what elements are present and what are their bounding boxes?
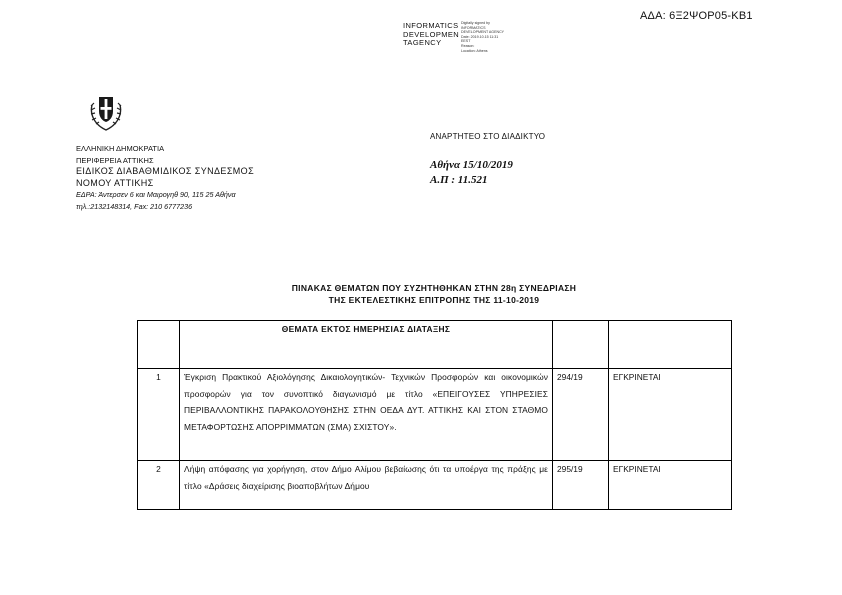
ada-code: ΑΔΑ: 6Ξ2ΨΟΡ05-ΚΒ1 <box>640 10 753 22</box>
row-subject: Λήψη απόφασης για χορήγηση, στον Δήμο Αλίμου βεβαίωσης ότι τα υποέργα της πράξης με τίτλο «Δράσεις διαχείρισης βιοαποβλήτων Δήμου <box>180 461 553 510</box>
document-title-line: ΤΗΣ ΕΚΤΕΛΕΣΤΙΚΗΣ ΕΠΙΤΡΟΠΗΣ ΤΗΣ 11-10-2019 <box>328 294 540 305</box>
issuer-region: ΠΕΡΙΦΕΡΕΙΑ ΑΤΤΙΚΗΣ <box>76 155 154 165</box>
signature-detail-line: Location: Athens <box>461 48 488 53</box>
issuer-block <box>76 143 254 212</box>
signature-org-line: TAGENCY <box>403 38 442 47</box>
signature-detail-line: Date: 2019.10.15 11:31 <box>461 34 499 39</box>
table-row <box>138 461 732 510</box>
issuer-address: ΕΔΡΑ: Άντερσεν 6 και Μαιρογηθ 90, 115 25 Αθήνα <box>76 190 236 199</box>
row-result: ΕΓΚΡΙΝΕΤΑΙ <box>609 461 732 510</box>
row-result: ΕΓΚΡΙΝΕΤΑΙ <box>609 369 732 461</box>
issuer-phone: τηλ.:2132148314, Fax: 210 6777236 <box>76 201 193 211</box>
header-cell-number <box>138 321 180 369</box>
document-protocol-number: Α.Π : 11.521 <box>430 174 488 186</box>
digital-signature-details <box>461 21 504 53</box>
document-date-block <box>430 158 513 188</box>
row-number: 1 <box>138 369 180 461</box>
decisions-table <box>137 320 732 510</box>
signature-detail-line: Digitally signed by <box>461 21 490 25</box>
signature-org-line: INFORMATICS <box>403 21 459 30</box>
row-subject: Έγκριση Πρακτικού Αξιολόγησης Δικαιολογητικών- Τεχνικών Προσφορών και οικονομικών προσφορών για τον συνοπτικό διαγωνισμό με τίτλο «ΕΠΕΙΓΟΥΣΕΣ ΥΠΗΡΕΣΙΕΣ ΠΕΡΙΒΑΛΛΟΝΤΙΚΗΣ ΠΑΡΑΚΟΛΟΥΘΗΣΗΣ ΣΤΗΝ ΟΕΔΑ ΔΥΤ. ΑΤΤΙΚΗΣ ΚΑΙ ΣΤΟΝ ΣΤΑΘΜΟ ΜΕΤΑΦΟΡΤΩΣΗΣ ΑΠΟΡΡΙΜΜΑΤΩΝ (ΣΜΑ) ΣΧΙΣΤΟΥ». <box>180 369 553 461</box>
signature-detail-line: EEST <box>461 39 471 44</box>
row-number: 2 <box>138 461 180 510</box>
header-cell-decision <box>553 321 609 369</box>
header-cell-subject: ΘΕΜΑΤΑ ΕΚΤΟΣ ΗΜΕΡΗΣΙΑΣ ΔΙΑΤΑΞΗΣ <box>180 321 553 369</box>
issuer-country: ΕΛΛΗΝΙΚΗ ΔΗΜΟΚΡΑΤΙΑ <box>76 144 165 153</box>
signature-detail-line: Reason: <box>461 43 475 48</box>
row-decision-number: 294/19 <box>553 369 609 461</box>
signature-org-line: DEVELOPMEN <box>403 29 460 39</box>
document-title <box>137 283 731 306</box>
table-row <box>138 369 732 461</box>
document-date: Αθήνα 15/10/2019 <box>430 159 513 171</box>
digital-signature-org <box>403 22 459 48</box>
issuer-prefecture: ΝΟΜΟΥ ΑΤΤΙΚΗΣ <box>76 177 154 188</box>
table-header-row <box>138 321 732 369</box>
signature-detail-line: DEVELOPMENT AGENCY <box>461 30 505 35</box>
posting-note: ΑΝΑΡΤΗΤΕΟ ΣΤΟ ΔΙΑΔΙΚΤΥΟ <box>430 132 546 141</box>
signature-detail-line: INFORMATICS <box>461 25 486 30</box>
greek-coat-of-arms-icon <box>86 93 126 133</box>
header-cell-result <box>609 321 732 369</box>
row-decision-number: 295/19 <box>553 461 609 510</box>
issuer-association: ΕΙΔΙΚΟΣ ΔΙΑΒΑΘΜΙΔΙΚΟΣ ΣΥΝΔΕΣΜΟΣ <box>76 166 255 176</box>
document-title-line: ΠΙΝΑΚΑΣ ΘΕΜΑΤΩΝ ΠΟΥ ΣΥΖΗΤΗΘΗΚΑΝ ΣΤΗΝ 28η ΣΥΝΕΔΡΙΑΣΗ <box>291 283 577 293</box>
